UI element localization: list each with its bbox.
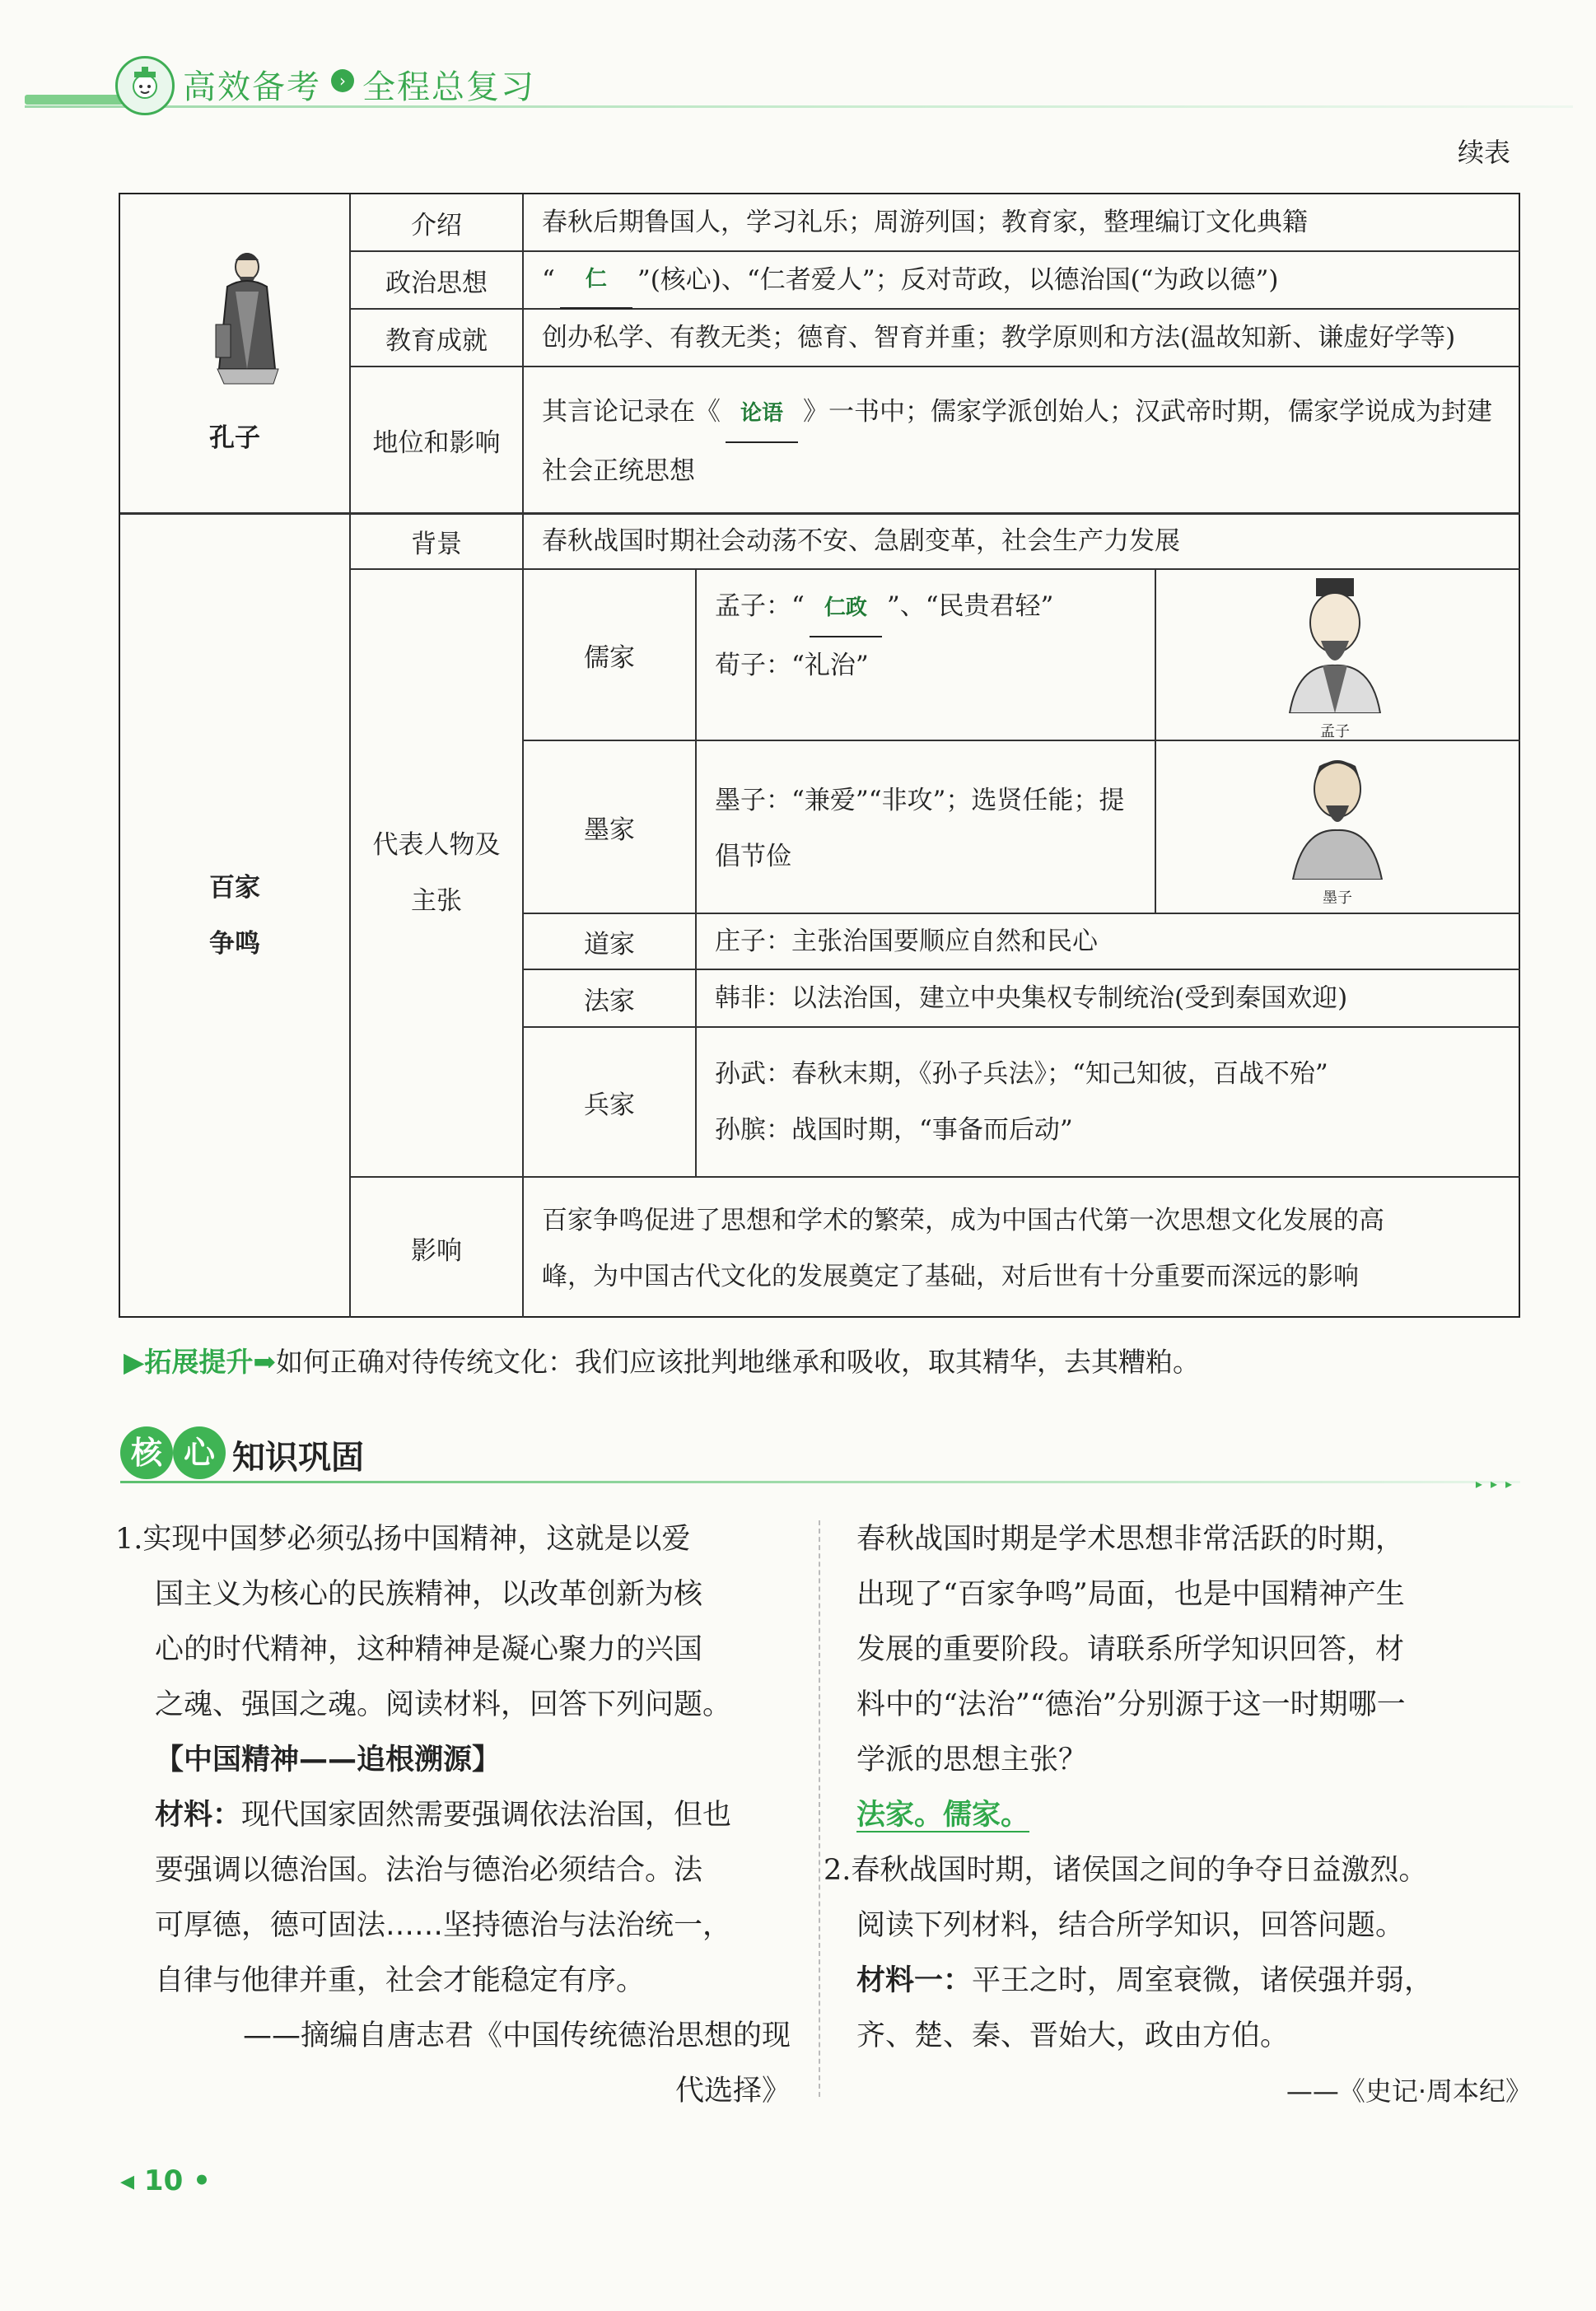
mojia-text: 墨子：“兼爱”“非攻”；选贤任能；提 倡节俭 xyxy=(715,786,1125,871)
dots-icon: ▸▸▸ xyxy=(1475,1476,1520,1492)
kongzi-education-text: 创办私学、有教无类；德育、智育并重；教学原则和方法(温故知新、谦虚好学等) xyxy=(542,323,1456,352)
rujia-text: 孟子：“ 仁政 ”、“民贵君轻” 荀子：“礼治” xyxy=(697,570,1155,740)
page-header xyxy=(0,0,1596,115)
mencius-portrait xyxy=(1273,573,1397,738)
q2-line: 阅读下列材料，结合所学知识，回答问题。 xyxy=(856,1909,1405,1942)
q1-line: 之魂、强国之魂。阅读材料，回答下列问题。 xyxy=(155,1688,732,1721)
q2-source: ——《史记·周本纪》 xyxy=(1286,2075,1532,2107)
mojia-label: 墨家 xyxy=(584,815,635,845)
question-1-right xyxy=(824,1512,1532,2119)
representatives-label: 代表人物及 主张 xyxy=(372,830,501,916)
q1-cont-line: 料中的“法治”“德治”分别源于这一时期哪一 xyxy=(856,1688,1406,1721)
mencius-caption: 孟子 xyxy=(1320,723,1350,740)
mozi-portrait xyxy=(1280,748,1395,909)
kongzi-intro-text: 春秋后期鲁国人，学习礼乐；周游列国；教育家，整理编订文化典籍 xyxy=(542,208,1308,237)
arrow-right-icon: ➡ xyxy=(253,1346,277,1378)
q1-material-line: 可厚德，德可固法……坚持德治与法治统一， xyxy=(155,1909,732,1942)
q1-line: 心的时代精神，这种精神是凝心聚力的兴国 xyxy=(155,1633,703,1666)
answer-fill: 论语 xyxy=(726,385,798,443)
bingjia-text: 孙武：春秋末期，《孙子兵法》；“知己知彼，百战不殆” 孙膑：战国时期，“事备而后动” xyxy=(715,1059,1328,1145)
kongzi-name: 孔子 xyxy=(209,423,260,453)
student-mascot-icon xyxy=(115,56,175,115)
daojia-text: 庄子：主张治国要顺应自然和民心 xyxy=(715,927,1098,956)
fajia-label: 法家 xyxy=(584,986,635,1016)
q1-cont-line: 学派的思想主张？ xyxy=(856,1744,1088,1776)
chevron-right-icon: › xyxy=(331,69,354,92)
kongzi-status-text: 其言论记录在《 论语 》一书中；儒家学派创始人；汉武帝时期，儒家学说成为封建社会正统思想 xyxy=(524,367,1520,512)
confucius-portrait xyxy=(199,245,290,394)
q2-material-line: 材料一：平王之时，周室衰微，诸侯强并弱， xyxy=(856,1964,1434,1997)
q1-line: 1.实现中国梦必须弘扬中国精神，这就是以爱 xyxy=(115,1523,691,1556)
knowledge-table xyxy=(119,193,1520,1318)
core-badge-1: 核 xyxy=(120,1426,173,1479)
influence-label: 影响 xyxy=(411,1235,462,1266)
core-rule xyxy=(120,1481,1520,1483)
answer-fill: 仁 xyxy=(560,251,632,309)
core-title: 知识巩固 xyxy=(232,1439,364,1477)
q2-material-line: 齐、楚、秦、晋始大，政由方伯。 xyxy=(856,2019,1290,2052)
bingjia-label: 兵家 xyxy=(584,1090,635,1120)
q1-cont-line: 出现了“百家争鸣”局面，也是中国精神产生 xyxy=(856,1578,1405,1611)
kongzi-politics-text: “ 仁 ”(核心)、“仁者爱人”；反对苛政，以德治国(“为政以德”) xyxy=(524,252,1520,308)
kongzi-politics-label: 政治思想 xyxy=(385,268,488,298)
q1-cont-line: 春秋战国时期是学术思想非常活跃的时期， xyxy=(856,1523,1405,1556)
core-badge-2: 心 xyxy=(173,1426,226,1479)
rujia-label: 儒家 xyxy=(584,642,635,673)
q1-answer: 法家。儒家。 xyxy=(856,1799,1030,1832)
q1-section-title: 【中国精神——追根溯源】 xyxy=(155,1744,502,1776)
question-1-left xyxy=(115,1512,791,2119)
kongzi-intro-label: 介绍 xyxy=(411,210,462,240)
q1-material-line: 要强调以德治国。法治与德治必须结合。法 xyxy=(155,1854,703,1887)
answer-fill: 仁政 xyxy=(810,580,882,637)
extension-note xyxy=(124,1341,1200,1380)
kongzi-status-label: 地位和影响 xyxy=(372,427,501,458)
header-accent-bar xyxy=(25,95,124,105)
column-divider xyxy=(819,1520,820,2097)
influence-text: 百家争鸣促进了思想和学术的繁荣，成为中国古代第一次思想文化发展的高 峰，为中国古代文化的发展奠定了基础，对后世有十分重要而深远的影响 xyxy=(542,1206,1384,1291)
series-subtitle: 全程总复习 xyxy=(362,68,535,106)
series-title: 高效备考 xyxy=(183,68,321,106)
play-triangle-icon: ▶ xyxy=(124,1346,145,1378)
baijia-name: 百家 争鸣 xyxy=(209,873,260,959)
daojia-label: 道家 xyxy=(584,929,635,959)
extension-label: 拓展提升 xyxy=(144,1346,254,1378)
table-continued-label: 续表 xyxy=(1458,137,1511,168)
q1-cont-line: 发展的重要阶段。请联系所学知识回答，材 xyxy=(856,1633,1405,1666)
q1-source: 代选择》 xyxy=(674,2075,791,2108)
kongzi-education-label: 教育成就 xyxy=(385,325,488,356)
background-label: 背景 xyxy=(411,529,462,559)
mozi-caption: 墨子 xyxy=(1323,889,1352,907)
q1-material-line: 自律与他律并重，社会才能稳定有序。 xyxy=(155,1964,646,1997)
extension-text: 如何正确对待传统文化：我们应该批判地继承和吸收，取其精华，去其糟粕。 xyxy=(276,1346,1201,1378)
q2-line: 2.春秋战国时期，诸侯国之间的争夺日益激烈。 xyxy=(824,1854,1428,1887)
background-text: 春秋战国时期社会动荡不安、急剧变革，社会生产力发展 xyxy=(542,526,1180,556)
core-section-header xyxy=(120,1426,1520,1492)
q1-source: ——摘编自唐志君《中国传统德治思想的现 xyxy=(242,2019,791,2052)
q1-material-line: 材料：现代国家固然需要强调依法治国，但也 xyxy=(155,1799,732,1832)
page-number: ◂ 10 • xyxy=(120,2164,211,2197)
fajia-text: 韩非：以法治国，建立中央集权专制统治(受到秦国欢迎) xyxy=(715,983,1348,1013)
q1-line: 国主义为核心的民族精神，以改革创新为核 xyxy=(155,1578,703,1611)
